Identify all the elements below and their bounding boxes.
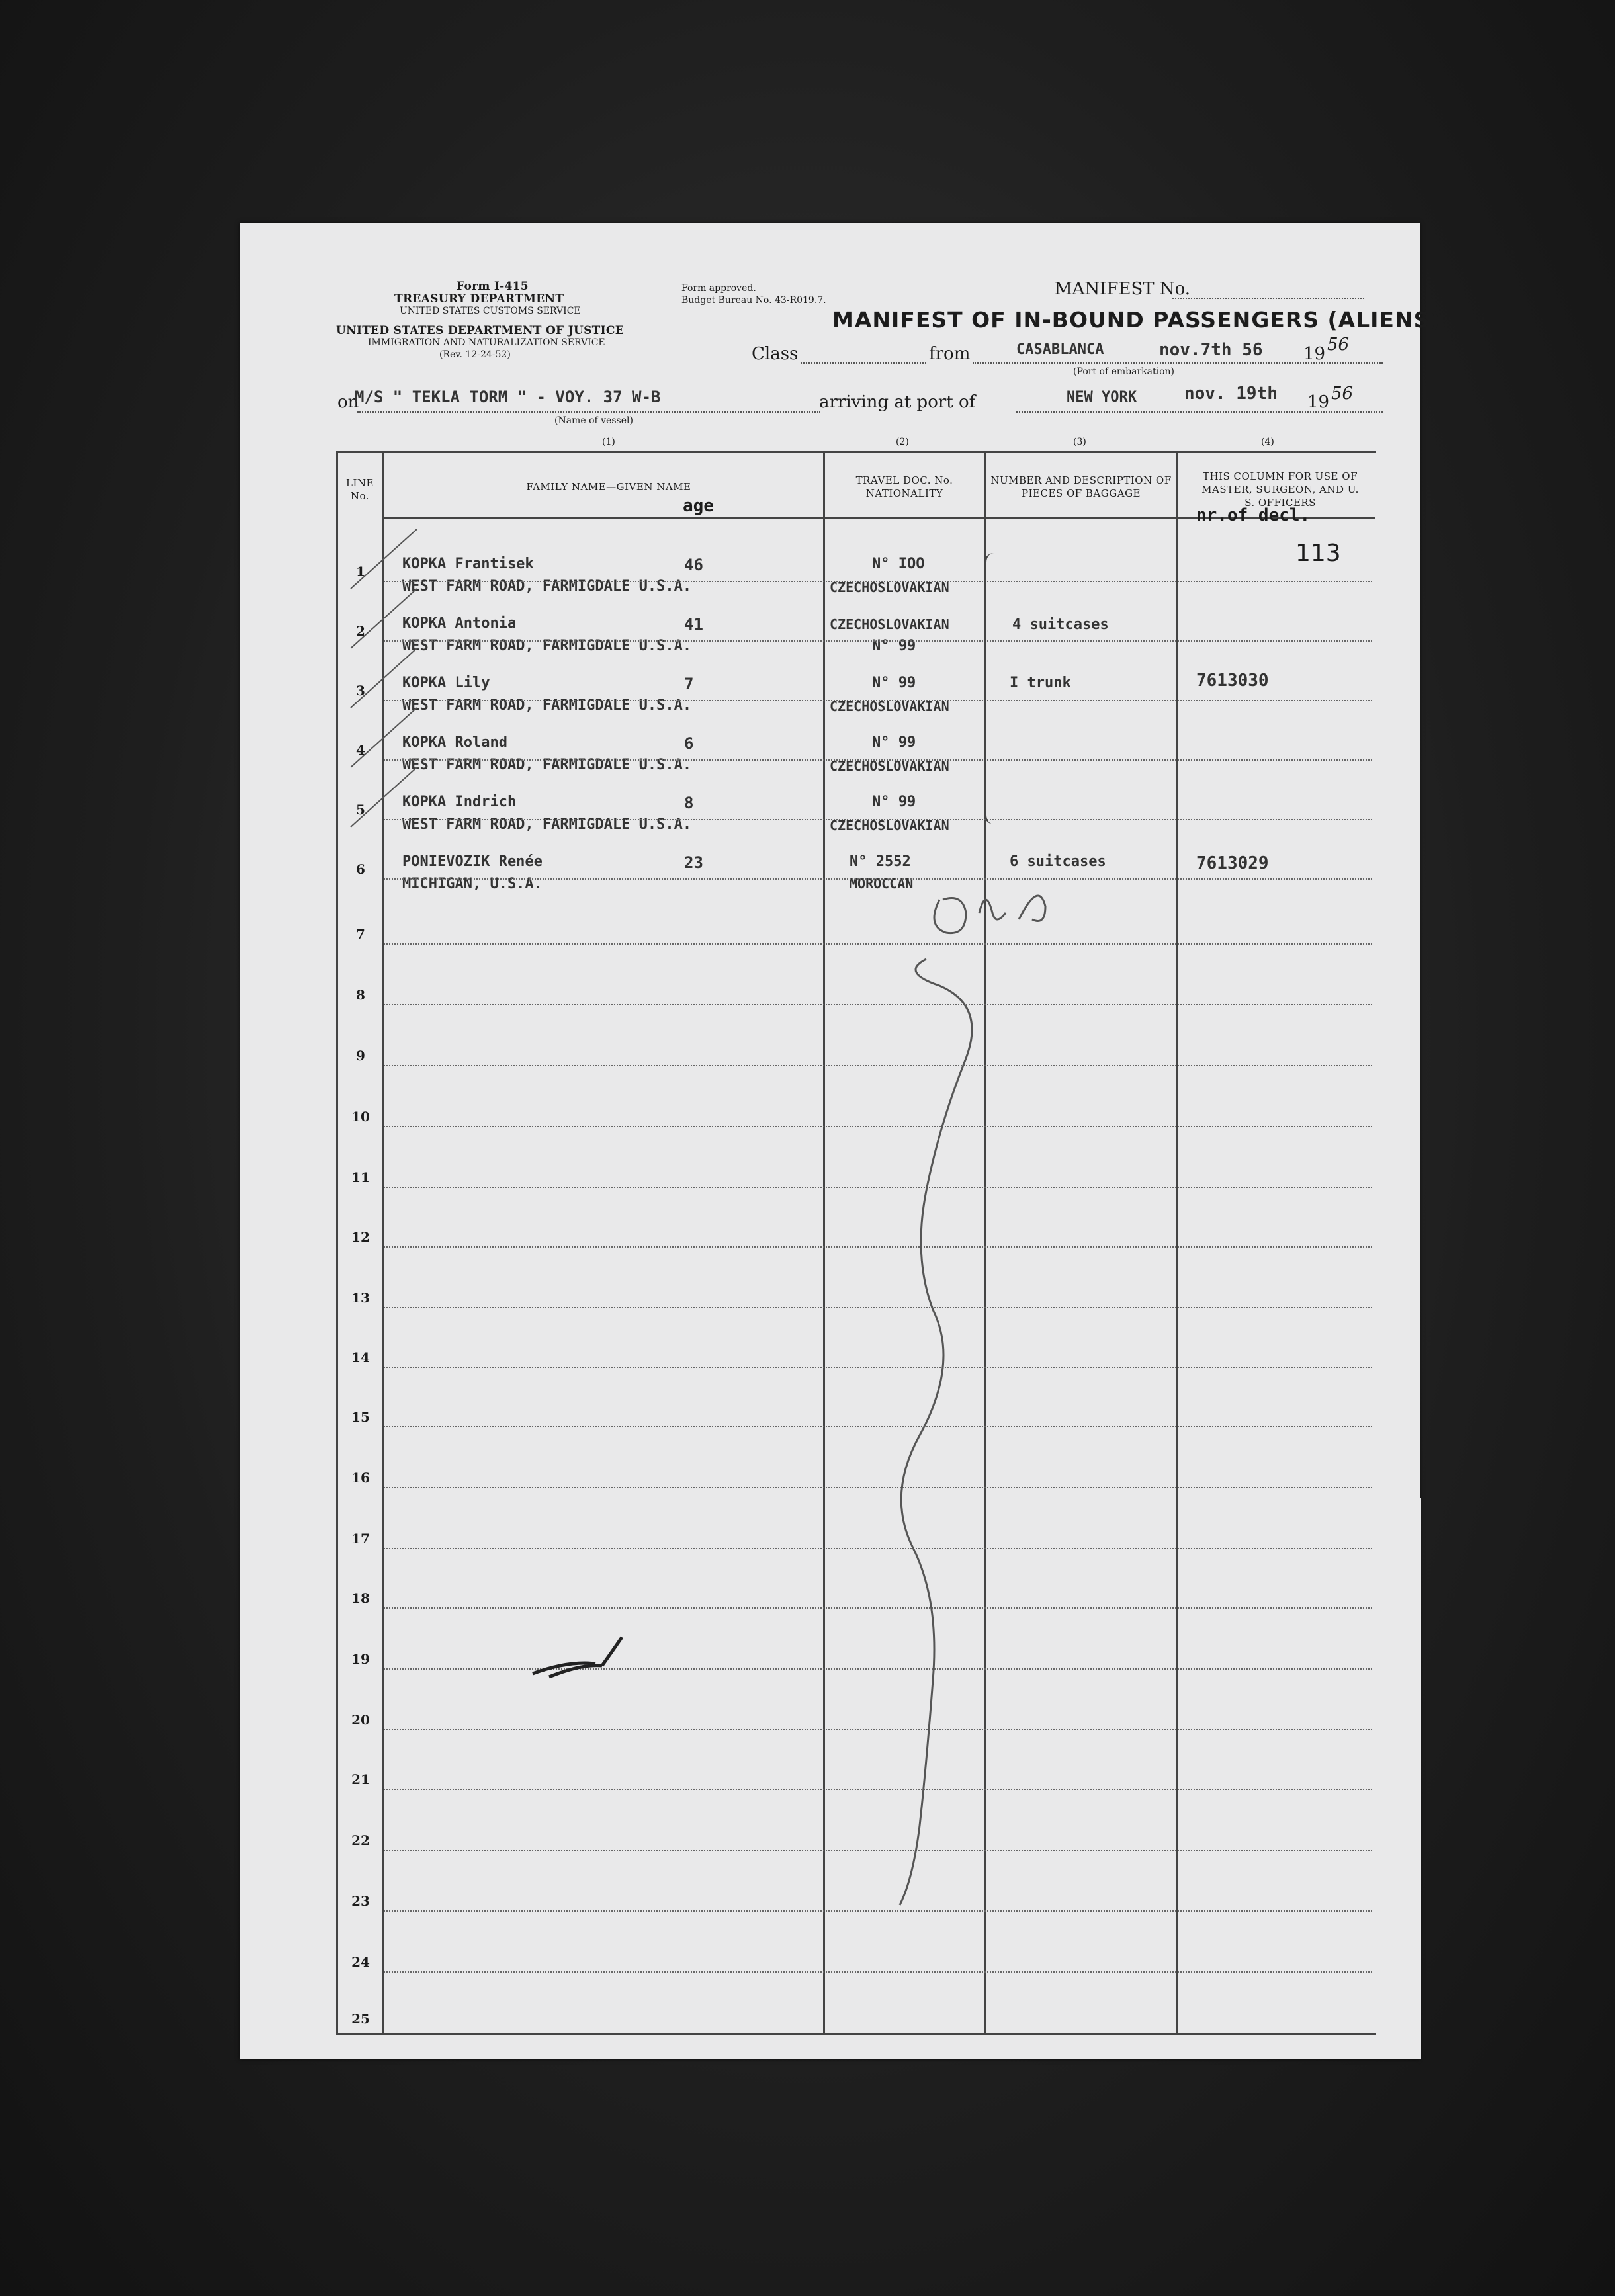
row-divider xyxy=(384,1789,1372,1790)
line-number: 7 xyxy=(356,926,365,942)
header-age: age xyxy=(683,496,714,516)
baggage-col-divider xyxy=(1176,451,1178,2035)
baggage: I trunk xyxy=(1010,675,1071,691)
passenger-age: 46 xyxy=(684,556,703,574)
tick-marks xyxy=(344,516,437,860)
table-bottom-border xyxy=(336,2033,1376,2035)
baggage: 4 suitcases xyxy=(1012,617,1109,633)
treasury-dept: TREASURY DEPARTMENT xyxy=(394,292,564,306)
embark-date: nov.7th 56 xyxy=(1159,340,1263,360)
passenger-name: KOPKA Lily xyxy=(402,675,490,691)
line-number: 21 xyxy=(351,1771,370,1787)
passenger-age: 6 xyxy=(684,734,694,753)
family-brace xyxy=(984,553,1000,824)
passenger-age: 23 xyxy=(684,853,703,872)
row-divider xyxy=(384,1548,1372,1549)
paper-tab xyxy=(1403,1498,1421,2059)
arrival-year: 56 xyxy=(1331,384,1354,404)
line-number: 15 xyxy=(351,1409,370,1425)
declaration-no: 7613029 xyxy=(1196,853,1269,873)
travel-doc: N° IOO xyxy=(872,556,925,572)
from-label: from xyxy=(929,344,971,364)
line-number: 1 xyxy=(356,564,365,579)
row-divider xyxy=(384,1487,1372,1488)
nationality: CZECHOSLOVAKIAN xyxy=(830,758,949,774)
passenger-name: KOPKA Antonia xyxy=(402,615,517,632)
row-divider xyxy=(384,819,1372,820)
line-number: 12 xyxy=(351,1229,370,1245)
on-label: on xyxy=(337,392,359,412)
embark-year-prefix: 19 xyxy=(1303,344,1326,364)
header-baggage: NUMBER AND DESCRIPTION OF PIECES OF BAGGAGE xyxy=(990,474,1172,499)
passenger-address: MICHIGAN, U.S.A. xyxy=(402,876,543,892)
nationality: CZECHOSLOVAKIAN xyxy=(830,699,949,714)
class-label: Class xyxy=(752,344,799,364)
line-number: 16 xyxy=(351,1470,370,1486)
arrival-date: nov. 19th xyxy=(1184,384,1278,404)
row-divider xyxy=(384,1850,1372,1851)
line-number: 3 xyxy=(356,683,365,699)
passenger-name: KOPKA Frantisek xyxy=(402,556,534,572)
row-divider xyxy=(384,878,1372,880)
row-divider xyxy=(384,1004,1372,1005)
baggage: 6 suitcases xyxy=(1010,853,1106,870)
header-officers: THIS COLUMN FOR USE OF MASTER, SURGEON, AND U. S. OFFICERS xyxy=(1201,470,1359,509)
passenger-age: 41 xyxy=(684,615,703,634)
line-number: 17 xyxy=(351,1531,370,1547)
vessel-blank xyxy=(357,411,820,413)
line-number: 19 xyxy=(351,1651,370,1667)
squiggle-line xyxy=(887,886,1112,1912)
line-number: 14 xyxy=(351,1349,370,1365)
passenger-name: KOPKA Indrich xyxy=(402,794,517,810)
row-divider xyxy=(384,1426,1372,1427)
row-divider xyxy=(384,1187,1372,1188)
travel-doc: N° 99 xyxy=(872,675,916,691)
arriving-label: arriving at port of xyxy=(819,392,976,412)
line-number: 8 xyxy=(356,987,365,1003)
travel-doc: N° 2552 xyxy=(850,853,911,870)
passenger-address: WEST FARM ROAD, FARMIGDALE U.S.A. xyxy=(402,757,692,773)
row-divider xyxy=(384,581,1372,582)
passenger-address: WEST FARM ROAD, FARMIGDALE U.S.A. xyxy=(402,816,692,833)
vessel-caption: (Name of vessel) xyxy=(554,415,633,426)
col1-number: (1) xyxy=(602,437,615,447)
handwritten-mark xyxy=(529,1634,635,1687)
embark-year: 56 xyxy=(1327,335,1350,355)
justice-dept: UNITED STATES DEPARTMENT OF JUSTICE xyxy=(336,324,624,337)
arrival-year-prefix: 19 xyxy=(1307,392,1330,412)
header-line-no: LINE No. xyxy=(346,477,374,502)
form-title: MANIFEST OF IN-BOUND PASSENGERS (ALIENS) xyxy=(832,307,1441,333)
line-number: 2 xyxy=(356,623,365,639)
row-divider xyxy=(384,759,1372,761)
passenger-address: WEST FARM ROAD, FARMIGDALE U.S.A. xyxy=(402,638,692,654)
row-divider xyxy=(384,1971,1372,1973)
row-divider xyxy=(384,1729,1372,1730)
class-blank xyxy=(801,362,926,364)
row-divider xyxy=(384,640,1372,642)
passenger-name: PONIEVOZIK Renée xyxy=(402,853,543,870)
table-top-border xyxy=(336,451,1376,453)
row-divider xyxy=(384,1367,1372,1368)
passenger-name: KOPKA Roland xyxy=(402,734,507,751)
row-divider xyxy=(384,1307,1372,1308)
row-divider xyxy=(384,1910,1372,1912)
manifest-no-label: MANIFEST No. xyxy=(1055,279,1191,299)
line-number: 24 xyxy=(351,1954,370,1970)
row-divider xyxy=(384,700,1372,701)
row-divider xyxy=(384,1607,1372,1609)
line-number: 5 xyxy=(356,802,365,818)
col4-number: (4) xyxy=(1261,437,1274,447)
row-divider xyxy=(384,1246,1372,1248)
revision: (Rev. 12-24-52) xyxy=(439,349,511,360)
port-embarkation: CASABLANCA xyxy=(1016,341,1104,358)
header-name: FAMILY NAME—GIVEN NAME xyxy=(526,481,691,493)
line-number: 9 xyxy=(356,1048,365,1064)
budget-bureau: Budget Bureau No. 43-R019.7. xyxy=(681,295,826,306)
line-number: 18 xyxy=(351,1590,370,1606)
line-number: 22 xyxy=(351,1832,370,1848)
row-divider xyxy=(384,1126,1372,1127)
line-number: 13 xyxy=(351,1290,370,1306)
passenger-age: 7 xyxy=(684,675,694,693)
travel-doc: N° 99 xyxy=(872,734,916,751)
passenger-age: 8 xyxy=(684,794,694,812)
col2-number: (2) xyxy=(896,437,909,447)
line-number: 25 xyxy=(351,2011,370,2027)
header-travel-doc: TRAVEL DOC. No. NATIONALITY xyxy=(855,474,953,499)
declaration-no: 7613030 xyxy=(1196,671,1269,691)
port-arrival: NEW YORK xyxy=(1067,389,1137,405)
form-number: Form I-415 xyxy=(457,280,529,293)
travel-doc: N° 99 xyxy=(872,638,916,654)
name-col-divider xyxy=(823,451,825,2035)
row-divider xyxy=(384,943,1372,945)
passenger-address: WEST FARM ROAD, FARMIGDALE U.S.A. xyxy=(402,697,692,714)
travel-doc: N° 99 xyxy=(872,794,916,810)
manifest-no-blank xyxy=(1172,298,1364,299)
line-number: 6 xyxy=(356,861,365,877)
ins-service: IMMIGRATION AND NATURALIZATION SERVICE xyxy=(368,337,605,348)
vessel-name: M/S " TEKLA TORM " - VOY. 37 W-B xyxy=(355,388,661,406)
nationality: CZECHOSLOVAKIAN xyxy=(830,579,949,595)
row-divider xyxy=(384,1065,1372,1066)
form-approved: Form approved. xyxy=(681,283,756,294)
nationality: MOROCCAN xyxy=(850,876,914,892)
nationality: CZECHOSLOVAKIAN xyxy=(830,818,949,833)
port-embark-caption: (Port of embarkation) xyxy=(1073,366,1174,377)
line-number: 11 xyxy=(351,1169,370,1185)
line-number: 4 xyxy=(356,742,365,758)
passenger-address: WEST FARM ROAD, FARMIGDALE U.S.A. xyxy=(402,578,692,595)
line-number: 23 xyxy=(351,1893,370,1909)
line-number: 20 xyxy=(351,1712,370,1728)
col3-number: (3) xyxy=(1073,437,1086,447)
header-decl: nr.of decl. xyxy=(1196,505,1311,525)
line-number: 10 xyxy=(351,1109,370,1125)
nationality: CZECHOSLOVAKIAN xyxy=(830,617,949,632)
page-number: 113 xyxy=(1295,540,1341,567)
customs-service: UNITED STATES CUSTOMS SERVICE xyxy=(400,306,581,316)
